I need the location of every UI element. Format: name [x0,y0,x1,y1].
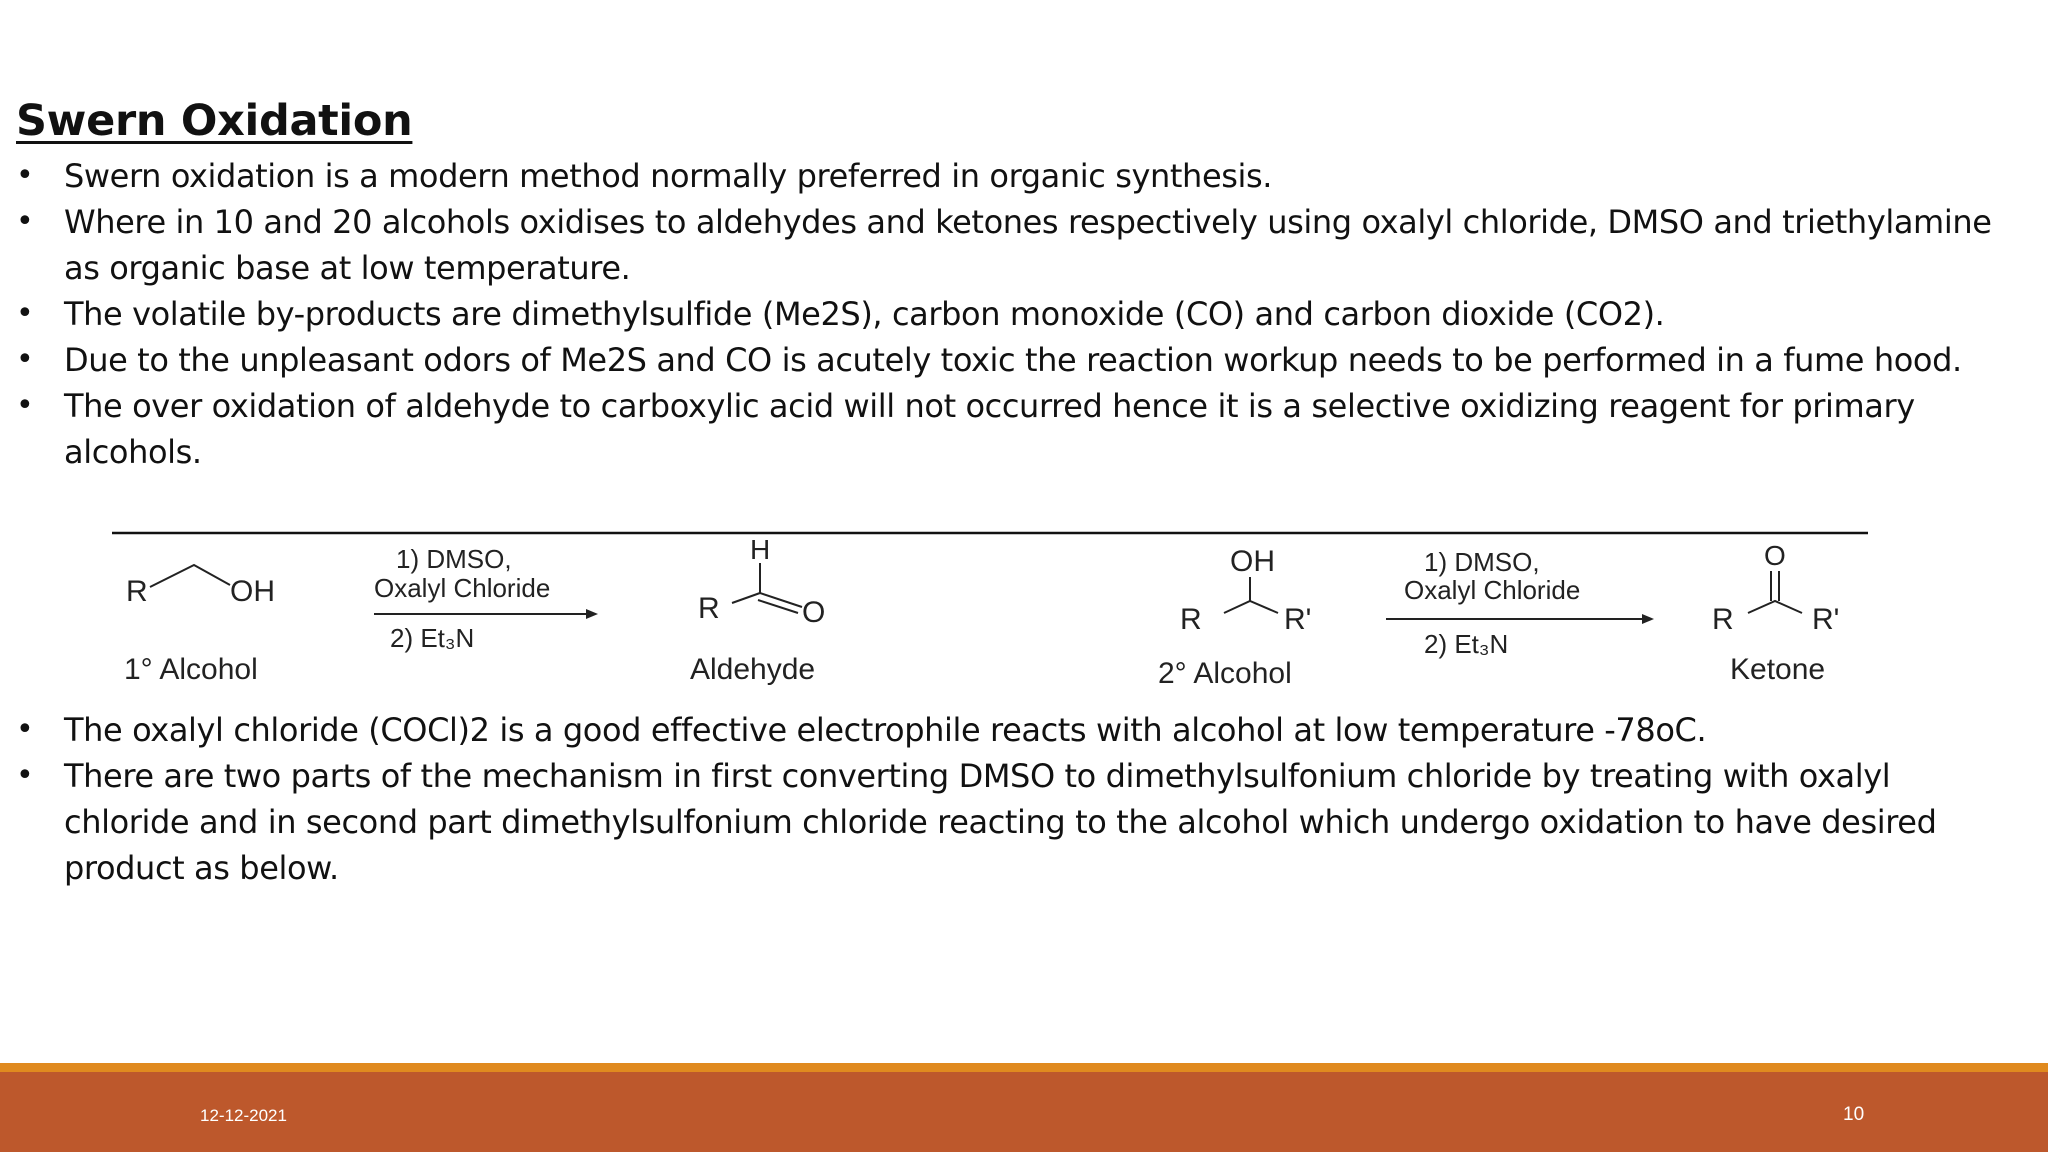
bullet-dot: • [16,712,34,747]
bullet-item [16,383,2016,475]
bullet-text: The oxalyl chloride (COCl)2 is a good effective electrophile reacts with alcohol at low temperature -78oC. [64,711,1707,749]
bullet-text: The volatile by-products are dimethylsulfide (Me2S), carbon monoxide (CO) and carbon dioxide (CO2). [64,295,1665,333]
bullet-item [16,753,2016,891]
bullet-dot: • [16,342,34,377]
bullet-text: Due to the unpleasant odors of Me2S and CO is acutely toxic the reaction workup needs to be performed in a fume hood. [64,341,1962,379]
aldehyde-co-bond [760,593,802,607]
secondary-arrow-head [1642,614,1654,624]
primary-step1b: Oxalyl Chloride [374,573,551,603]
bullet-item [16,291,2016,337]
bullet-text: There are two parts of the mechanism in first converting DMSO to dimethylsulfonium chloride by treating with oxalyl chloride and in second part dimethylsulfonium chloride reacting to the alcohol which undergo oxidation to have desired product as below. [64,757,1937,887]
secondary-cr-bonds [1224,601,1278,613]
aldehyde-co-double-bond [758,600,798,613]
page-number: 10 [1843,1104,1865,1125]
secondary-r2-label: R' [1284,603,1312,636]
aldehyde-h-label: H [750,534,771,565]
bullet-dot: • [16,204,34,239]
bullet-list-top [16,153,2016,475]
footer-bar [0,1072,2048,1152]
aldehyde-caption: Aldehyde [690,653,816,686]
footer-date: 12-12-2021 [200,1106,287,1125]
secondary-r-label: R [1180,603,1202,636]
bullet-item [16,153,2016,199]
ketone-o-label: O [1764,540,1786,571]
primary-step2: 2) Et₃N [390,623,475,653]
aldehyde-rc-bond [732,593,760,603]
bullet-list-bottom [16,707,2016,891]
secondary-alcohol-caption: 2° Alcohol [1158,657,1292,690]
bullet-dot: • [16,758,34,793]
ketone-r-label: R [1712,603,1734,636]
slide-title: Swern Oxidation [16,96,413,146]
bullet-item [16,199,2016,291]
secondary-step1: 1) DMSO, [1424,547,1540,577]
primary-arrow-head [586,609,598,619]
secondary-step1b: Oxalyl Chloride [1404,575,1581,605]
reaction-scheme-svg [112,525,1872,700]
bullet-item [16,337,2016,383]
bullet-text: The over oxidation of aldehyde to carboxylic acid will not occurred hence it is a selective oxidizing reagent for primary alcohols. [64,387,1915,471]
reaction-scheme [112,525,1872,700]
primary-alcohol-caption: 1° Alcohol [124,653,258,686]
bullet-text: Swern oxidation is a modern method normally preferred in organic synthesis. [64,157,1273,195]
primary-alcohol-bond [150,565,230,587]
ketone-cr-bonds [1748,601,1802,613]
bullet-item [16,707,2016,753]
bullet-text: Where in 10 and 20 alcohols oxidises to aldehydes and ketones respectively using oxalyl chloride, DMSO and triethylamine as organic base at low temperature. [64,203,1992,287]
ketone-r2-label: R' [1812,603,1840,636]
primary-step1: 1) DMSO, [396,544,512,574]
primary-oh-label: OH [230,575,275,608]
primary-r-label: R [126,575,148,608]
secondary-oh-label: OH [1230,545,1275,578]
secondary-step2: 2) Et₃N [1424,629,1509,659]
aldehyde-o-label: O [802,596,826,629]
bullet-dot: • [16,158,34,193]
footer-accent-line [0,1063,2048,1072]
aldehyde-r-label: R [698,592,720,625]
bullet-dot: • [16,296,34,331]
bullet-dot: • [16,388,34,423]
ketone-caption: Ketone [1730,653,1826,686]
